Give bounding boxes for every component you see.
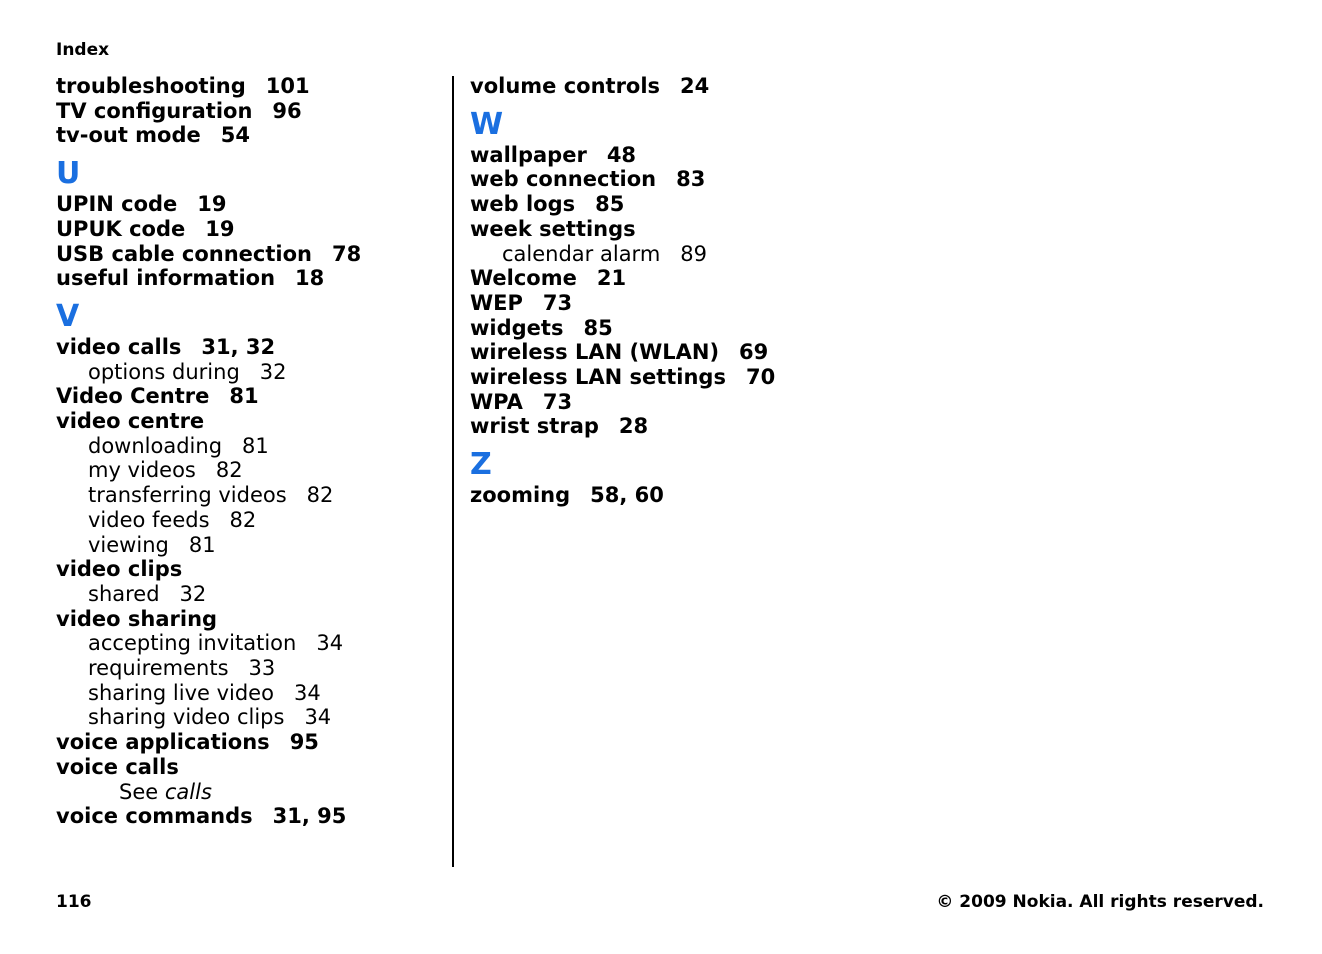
page-reference: 19 [205, 216, 235, 241]
index-entry [470, 192, 890, 217]
index-term: calendar alarm [502, 241, 661, 266]
index-subentry [56, 582, 436, 607]
index-term: TV configuration [56, 98, 253, 123]
see-target: calls [164, 779, 212, 804]
page-reference: 28 [618, 414, 649, 439]
page-reference: 21 [596, 266, 627, 291]
page-reference: 83 [676, 167, 706, 192]
index-term: sharing live video [88, 680, 274, 705]
running-header: Index [56, 40, 110, 60]
index-column-left [56, 74, 436, 829]
section-letter: Z [470, 447, 492, 483]
page-reference: 82 [215, 458, 243, 483]
index-term: Video Centre [56, 384, 210, 409]
section-letter: W [470, 106, 504, 142]
index-term: WPA [470, 389, 523, 414]
page-reference: 32 [179, 581, 207, 606]
index-subentry [56, 705, 436, 730]
index-term: requirements [88, 656, 229, 681]
index-term: week settings [470, 216, 636, 241]
index-term: my videos [88, 458, 196, 483]
page-reference: 81 [242, 433, 269, 458]
page-reference: 34 [304, 705, 332, 730]
page-reference: 95 [289, 730, 319, 755]
see-label: See [119, 779, 159, 804]
index-term: transferring videos [88, 483, 287, 508]
index-term: video calls [56, 334, 182, 359]
page-reference: 82 [306, 483, 334, 508]
index-subentry [56, 508, 436, 533]
page-reference: 70 [745, 365, 776, 390]
page-number: 116 [56, 892, 92, 912]
index-term: UPUK code [56, 216, 186, 241]
index-entry [470, 143, 890, 168]
page-reference: 48 [606, 142, 637, 167]
page-reference: 81 [229, 384, 259, 409]
index-term: voice calls [56, 754, 179, 779]
page-reference: 34 [316, 631, 344, 656]
index-entry [470, 266, 890, 291]
index-entry [470, 74, 890, 99]
index-subentry [56, 458, 436, 483]
index-term: video feeds [88, 507, 210, 532]
page-reference: 73 [542, 389, 573, 414]
index-entry [56, 607, 436, 632]
page-reference: 58, 60 [590, 483, 664, 508]
index-entry [56, 99, 436, 124]
index-subentry [56, 483, 436, 508]
index-term: wireless LAN settings [470, 365, 726, 390]
index-subentry [56, 434, 436, 459]
page-reference: 32 [259, 359, 287, 384]
index-entry [56, 123, 436, 148]
index-column-right [470, 74, 890, 508]
index-entry [56, 409, 436, 434]
index-term: wireless LAN (WLAN) [470, 340, 720, 365]
index-subentry [56, 360, 436, 385]
index-subentry [470, 242, 890, 267]
page-reference: 18 [295, 266, 325, 291]
index-entry [56, 242, 436, 267]
index-term: downloading [88, 433, 223, 458]
index-entry [470, 316, 890, 341]
page-reference: 78 [331, 241, 362, 266]
page-reference: 31, 32 [201, 334, 276, 359]
page-reference: 54 [220, 123, 250, 148]
page-reference: 85 [595, 192, 625, 217]
index-term: shared [88, 581, 160, 606]
page-reference: 33 [248, 656, 276, 681]
index-term: useful information [56, 266, 276, 291]
index-entry [56, 755, 436, 780]
page-reference: 81 [188, 532, 216, 557]
index-term: wrist strap [470, 414, 599, 439]
index-term: volume controls [470, 74, 661, 98]
index-term: zooming [470, 483, 571, 508]
index-entry [56, 74, 436, 99]
page-reference: 34 [293, 680, 321, 705]
index-entry [470, 390, 890, 415]
page-reference: 31, 95 [272, 804, 347, 829]
index-subentry [56, 533, 436, 558]
index-entry [470, 217, 890, 242]
index-see-reference [56, 780, 436, 805]
page-reference: 101 [265, 74, 310, 98]
index-term: troubleshooting [56, 74, 246, 98]
index-term: voice applications [56, 730, 270, 755]
section-letter: U [56, 156, 81, 192]
page-reference: 89 [680, 241, 708, 266]
section-letter: V [56, 298, 80, 334]
page-reference: 85 [583, 315, 613, 340]
index-term: UPIN code [56, 192, 178, 217]
index-term: video sharing [56, 606, 218, 631]
index-term: tv-out mode [56, 123, 201, 148]
index-term: accepting invitation [88, 631, 297, 656]
page-reference: 82 [229, 507, 257, 532]
page-reference: 19 [197, 192, 227, 217]
index-entry [470, 340, 890, 365]
index-term: options during [88, 359, 240, 384]
index-subentry [56, 631, 436, 656]
index-term: video clips [56, 557, 183, 582]
index-term: WEP [470, 290, 523, 315]
index-entry [56, 557, 436, 582]
index-term: viewing [88, 532, 169, 557]
index-entry [470, 291, 890, 316]
index-entry [56, 335, 436, 360]
index-entry [56, 384, 436, 409]
index-entry [56, 730, 436, 755]
index-term: USB cable connection [56, 241, 312, 266]
page-reference: 69 [739, 340, 769, 365]
index-subentry [56, 681, 436, 706]
index-entry [470, 167, 890, 192]
index-subentry [56, 656, 436, 681]
index-term: wallpaper [470, 142, 587, 167]
index-entry [470, 414, 890, 439]
index-term: sharing video clips [88, 705, 285, 730]
copyright-notice: © 2009 Nokia. All rights reserved. [936, 892, 1264, 912]
page-reference: 73 [542, 290, 573, 315]
index-term: widgets [470, 315, 564, 340]
index-term: web connection [470, 167, 657, 192]
index-term: Welcome [470, 266, 577, 291]
column-divider [452, 76, 454, 867]
page-reference: 24 [680, 74, 710, 98]
index-entry [56, 804, 436, 829]
index-entry [470, 365, 890, 390]
index-entry [56, 266, 436, 291]
index-entry [470, 483, 890, 508]
page-reference: 96 [272, 98, 302, 123]
index-entry [56, 192, 436, 217]
index-term: voice commands [56, 804, 253, 829]
index-term: web logs [470, 192, 576, 217]
index-entry [56, 217, 436, 242]
index-term: video centre [56, 409, 205, 434]
